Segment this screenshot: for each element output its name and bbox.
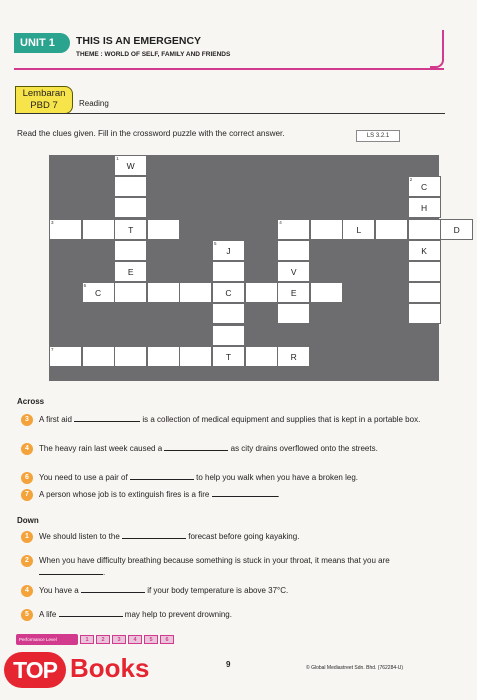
across-clue	[21, 443, 426, 455]
clue-number-badge: 3	[21, 414, 33, 426]
clue-number-badge: 5	[21, 609, 33, 621]
worksheet-label	[15, 86, 73, 114]
crossword-cell[interactable]	[212, 303, 245, 324]
crossword-cell[interactable]	[212, 346, 245, 367]
clue-text	[39, 472, 426, 484]
logo-books: Books	[70, 653, 150, 683]
across-heading: Across	[17, 397, 45, 406]
crossword-cell[interactable]	[147, 282, 180, 303]
answer-blank[interactable]	[130, 473, 194, 480]
crossword-cell[interactable]	[82, 219, 115, 240]
worksheet-label-line1: Lembaran	[22, 88, 66, 99]
answer-blank[interactable]	[74, 415, 140, 422]
clue-text-before: A first aid	[39, 415, 75, 424]
clue-number: 2	[409, 177, 413, 183]
crossword-cell[interactable]	[114, 240, 147, 261]
crossword-cell[interactable]	[375, 219, 408, 240]
crossword-cell[interactable]	[179, 346, 212, 367]
clue-number: 1	[116, 156, 119, 161]
clue-text-before: A person whose job is to extinguish fires is a fire	[39, 490, 212, 499]
crossword-cell[interactable]	[408, 240, 441, 261]
performance-level-box[interactable]: 4	[128, 635, 142, 644]
worksheet-label-line2: PBD 7	[30, 100, 58, 111]
performance-level-box[interactable]: 5	[144, 635, 158, 644]
clue-number-badge: 2	[21, 555, 33, 567]
crossword-cell[interactable]	[277, 282, 310, 303]
crossword-cell[interactable]	[212, 282, 245, 303]
cell-letter: J	[226, 245, 231, 256]
cell-letter: H	[421, 203, 428, 214]
unit-header	[14, 33, 304, 63]
crossword-cell[interactable]	[82, 282, 115, 303]
clue-number: 4	[279, 219, 282, 225]
logo-top: TOP	[4, 652, 66, 688]
crossword-cell[interactable]	[277, 219, 310, 240]
cell-letter: C	[421, 182, 428, 193]
crossword-cell[interactable]	[408, 261, 441, 282]
clue-number-badge: 4	[21, 443, 33, 455]
crossword-cell[interactable]	[408, 303, 441, 324]
crossword-cell[interactable]	[310, 219, 343, 240]
crossword-cell[interactable]	[310, 282, 343, 303]
clue-number-badge: 1	[21, 531, 33, 543]
cell-letter: T	[128, 224, 134, 235]
clue-text-before: You have a	[39, 586, 81, 595]
across-clue	[21, 414, 426, 426]
crossword-cell[interactable]	[212, 261, 245, 282]
cell-letter: W	[126, 161, 135, 171]
clue-text	[39, 555, 426, 578]
clue-text-after: .	[103, 567, 106, 577]
cell-letter: L	[356, 224, 362, 235]
crossword-cell[interactable]	[179, 282, 212, 303]
down-clue	[21, 531, 426, 543]
clue-text-after: forecast before going kayaking.	[186, 532, 300, 541]
crossword-cell[interactable]	[147, 346, 180, 367]
clue-text-after: .	[277, 490, 280, 499]
cell-letter: K	[421, 245, 427, 256]
learning-standard-tag: LS 3.2.1	[356, 130, 400, 142]
page-number: 9	[226, 660, 231, 669]
answer-blank[interactable]	[39, 567, 106, 577]
cell-letter: D	[453, 224, 460, 235]
clue-text-before: A life	[39, 610, 59, 619]
clue-text-after: to help you walk when you have a broken leg.	[193, 473, 358, 482]
crossword-cell[interactable]	[408, 219, 441, 240]
crossword-cell[interactable]	[408, 282, 441, 303]
across-clue	[21, 472, 426, 484]
answer-blank[interactable]	[122, 532, 186, 539]
topbooks-logo	[0, 646, 176, 696]
clue-text-after: if your body temperature is above 37°C.	[144, 586, 289, 595]
crossword-cell[interactable]	[49, 219, 82, 240]
crossword-cell[interactable]	[114, 197, 147, 218]
crossword-cell[interactable]	[212, 240, 245, 261]
crossword-cell[interactable]	[114, 261, 147, 282]
answer-blank[interactable]	[81, 586, 145, 593]
clue-text-before: The heavy rain last week caused a	[39, 444, 165, 453]
clue-text	[39, 531, 426, 543]
clue-text	[39, 414, 426, 426]
crossword-cell[interactable]	[114, 282, 147, 303]
clue-number-badge: 7	[21, 489, 33, 501]
clue-text-after: is a collection of medical equipment and supplies that is kept in a portable box.	[140, 415, 421, 424]
crossword-cell[interactable]	[408, 176, 441, 197]
across-clue	[21, 489, 426, 501]
clue-text	[39, 489, 426, 501]
crossword-cell[interactable]	[49, 346, 82, 367]
crossword-cell[interactable]	[342, 219, 375, 240]
clue-text	[39, 443, 426, 455]
crossword-cell[interactable]	[114, 346, 147, 367]
performance-level-box[interactable]: 6	[160, 635, 174, 644]
skill-label: Reading	[79, 99, 109, 108]
crossword-cell[interactable]	[277, 303, 310, 324]
answer-blank[interactable]	[164, 444, 228, 451]
header-divider	[14, 68, 444, 70]
clue-number: 3	[51, 219, 54, 225]
performance-level-box[interactable]: 3	[112, 635, 126, 644]
crossword-cell[interactable]	[277, 261, 310, 282]
clue-text-before: You need to use a pair of	[39, 473, 130, 482]
unit-theme: THEME : WORLD OF SELF, FAMILY AND FRIENDS	[76, 51, 231, 58]
unit-tab: UNIT 1	[14, 33, 70, 53]
down-clue	[21, 555, 426, 578]
cell-letter: E	[127, 267, 134, 277]
clue-number-badge: 6	[21, 472, 33, 484]
clue-number-badge: 4	[21, 585, 33, 597]
down-heading: Down	[17, 516, 39, 525]
answer-blank[interactable]	[212, 490, 278, 497]
performance-level-box[interactable]: 2	[96, 635, 110, 644]
performance-level-label: Performance Level	[16, 634, 78, 645]
crossword-cell[interactable]	[212, 325, 245, 346]
crossword-cell[interactable]	[245, 346, 278, 367]
cell-letter: C	[225, 288, 232, 299]
crossword-grid	[49, 155, 460, 381]
crossword-cell[interactable]	[114, 155, 147, 176]
clue-number: 7	[51, 346, 54, 352]
crossword-cell[interactable]	[114, 219, 147, 240]
down-clue	[21, 609, 426, 621]
cell-letter: V	[290, 267, 297, 277]
unit-title: THIS IS AN EMERGENCY	[76, 35, 202, 47]
clue-text-before: When you have difficulty breathing because something is stuck in your throat, it means that you are	[39, 556, 390, 565]
clue-text-after: as city drains overflowed onto the streets.	[228, 444, 378, 453]
crossword-cell[interactable]	[408, 197, 441, 218]
clue-text-after: may help to prevent drowning.	[122, 610, 232, 619]
clue-text	[39, 609, 426, 621]
crossword-cell[interactable]	[82, 346, 115, 367]
crossword-cell[interactable]	[277, 346, 310, 367]
answer-blank[interactable]	[59, 610, 123, 617]
down-clue	[21, 585, 426, 597]
crossword-cell[interactable]	[440, 219, 473, 240]
cell-letter: E	[290, 288, 297, 299]
copyright: © Global Mediastreet Sdn. Bhd. (762284-U)	[306, 665, 404, 671]
crossword-cell[interactable]	[114, 176, 147, 197]
worksheet-divider	[15, 113, 445, 114]
clue-number: 6	[83, 283, 87, 289]
instructions: Read the clues given. Fill in the crossword puzzle with the correct answer.	[17, 129, 285, 138]
performance-level-box[interactable]: 1	[80, 635, 94, 644]
clue-number: 5	[214, 240, 217, 246]
crossword-cell[interactable]	[277, 240, 310, 261]
cell-letter: R	[290, 351, 297, 362]
crossword-cell[interactable]	[147, 219, 180, 240]
cell-letter: C	[95, 288, 102, 299]
clue-text-before: We should listen to the	[39, 532, 123, 541]
header-corner	[430, 30, 444, 68]
clue-text	[39, 585, 426, 597]
cell-letter: T	[225, 351, 232, 362]
crossword-cell[interactable]	[245, 282, 278, 303]
